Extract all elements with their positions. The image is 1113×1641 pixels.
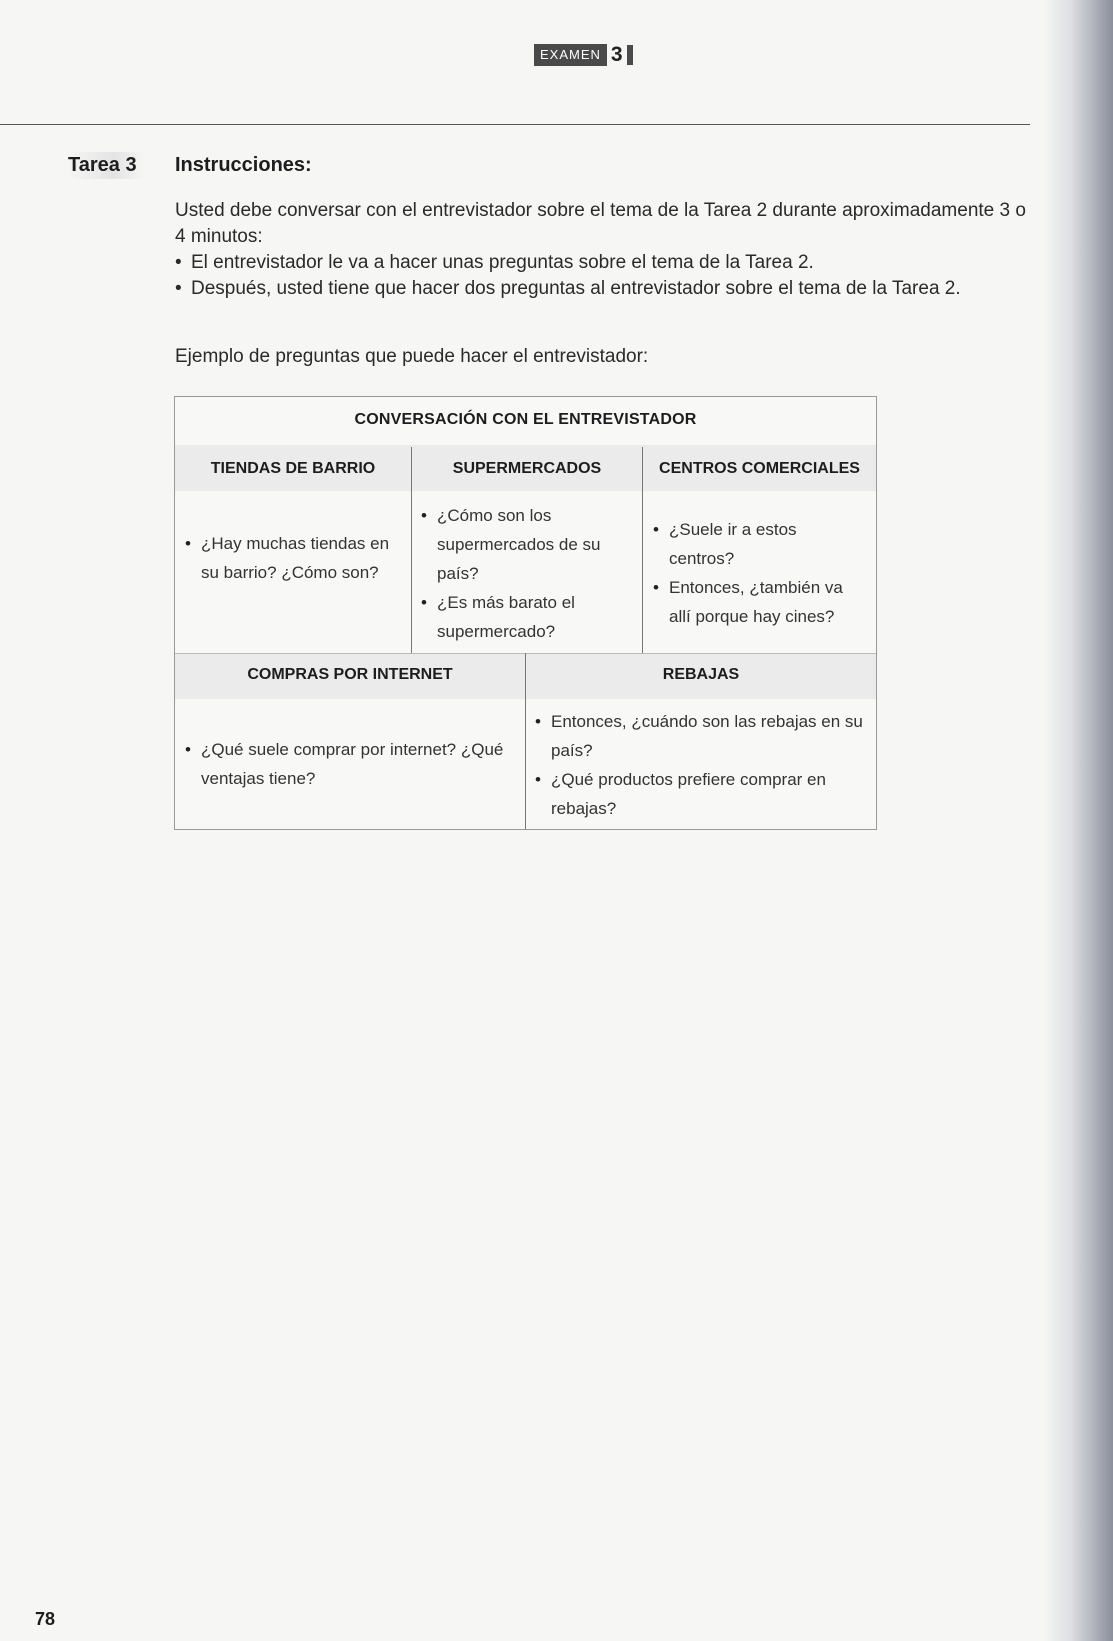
question-item: • Entonces, ¿cuándo son las rebajas en su país?	[535, 707, 870, 765]
task-label: Tarea 3	[68, 152, 145, 179]
heading-tiendas-de-barrio: TIENDAS DE BARRIO	[210, 460, 376, 477]
heading-compras-por-internet: COMPRAS POR INTERNET	[247, 666, 453, 683]
question-item: • ¿Suele ir a estos centros?	[653, 515, 865, 573]
exam-badge-number: 3	[610, 43, 623, 66]
question-item: • ¿Qué suele comprar por internet? ¿Qué ventajas tiene?	[185, 735, 520, 793]
instructions-title: Instrucciones:	[175, 154, 312, 176]
instructions-body	[175, 198, 1035, 302]
question-item: • Entonces, ¿también va allí porque hay cines?	[653, 573, 865, 631]
heading-supermercados: SUPERMERCADOS	[452, 460, 602, 477]
cell-tiendas-de-barrio	[185, 529, 395, 587]
cell-rebajas	[535, 707, 870, 823]
conversation-table	[174, 396, 877, 830]
cell-centros-comerciales	[653, 515, 865, 631]
instructions-bullet: • Después, usted tiene que hacer dos preguntas al entrevistador sobre el tema de la Tarea 2.	[175, 276, 1035, 302]
instructions-bullet: • El entrevistador le va a hacer unas preguntas sobre el tema de la Tarea 2.	[175, 250, 1035, 276]
heading-centros-comerciales: CENTROS COMERCIALES	[659, 460, 860, 477]
exam-badge-label: EXAMEN	[534, 44, 607, 66]
page-number: 78	[35, 1609, 56, 1629]
instructions-intro: Usted debe conversar con el entrevistador sobre el tema de la Tarea 2 durante aproximadamente 3 o 4 minutos:	[175, 200, 1026, 247]
table-title: CONVERSACIÓN CON EL ENTREVISTADOR	[354, 411, 697, 428]
instructions-list	[175, 250, 1035, 302]
example-intro: Ejemplo de preguntas que puede hacer el entrevistador:	[175, 346, 649, 367]
question-item: • ¿Hay muchas tiendas en su barrio? ¿Cómo son?	[185, 529, 395, 587]
page-edge-shadow	[1043, 0, 1113, 1641]
cell-compras-por-internet	[185, 735, 520, 793]
question-item: • ¿Qué productos prefiere comprar en rebajas?	[535, 765, 870, 823]
cell-supermercados	[421, 501, 626, 646]
exam-badge	[534, 44, 633, 66]
question-item: • ¿Cómo son los supermercados de su país?	[421, 501, 626, 588]
exam-badge-end	[627, 45, 633, 65]
heading-rebajas: REBAJAS	[662, 666, 740, 683]
header-divider	[0, 124, 1030, 125]
question-item: • ¿Es más barato el supermercado?	[421, 588, 626, 646]
